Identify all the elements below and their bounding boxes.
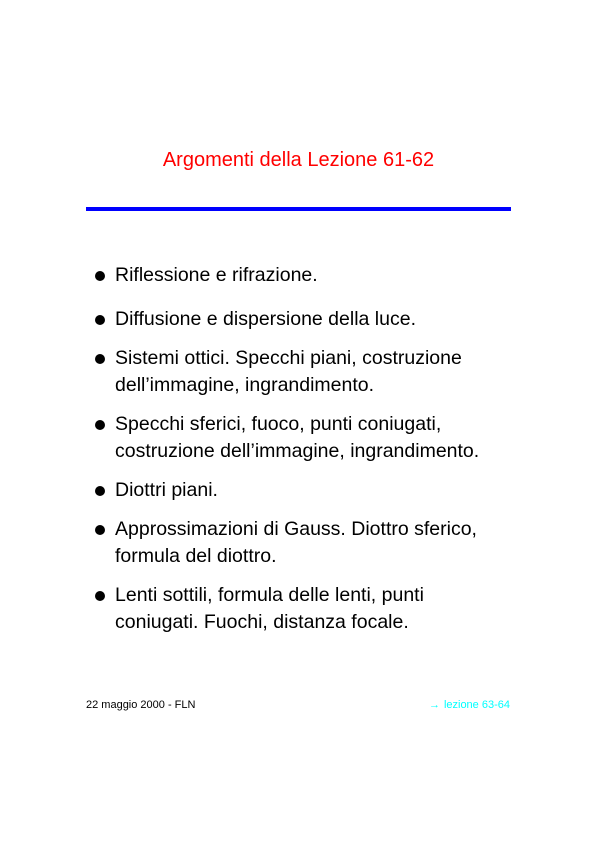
list-item-text: dell’immagine, ingrandimento. <box>115 374 375 396</box>
list-item-text: formula del diottro. <box>115 545 277 567</box>
title-divider <box>86 207 511 211</box>
list-item-text: Diffusione e dispersione della luce. <box>115 308 416 330</box>
bullet-icon <box>95 525 105 535</box>
page-title: Argomenti della Lezione 61-62 <box>162 149 435 171</box>
list-item-text: Sistemi ottici. Specchi piani, costruzione <box>115 347 462 369</box>
bullet-icon <box>95 420 105 430</box>
list-item <box>94 262 524 289</box>
list-item-text: Lenti sottili, formula delle lenti, punti <box>115 584 424 606</box>
next-lesson-label: lezione 63-64 <box>443 699 510 711</box>
footer-date: 22 maggio 2000 - FLN <box>86 699 196 711</box>
list-item-text: Specchi sferici, fuoco, punti coniugati, <box>115 413 442 435</box>
list-item <box>94 411 524 465</box>
list-item <box>94 306 524 333</box>
list-item-text: Diottri piani. <box>115 479 218 501</box>
bullet-icon <box>95 271 105 281</box>
list-item-text: coniugati. Fuochi, distanza focale. <box>115 611 409 633</box>
list-item <box>94 582 524 636</box>
list-item-text: Approssimazioni di Gauss. Diottro sferico, <box>115 518 477 540</box>
next-lesson-link[interactable] <box>429 698 510 712</box>
list-item <box>94 345 524 399</box>
list-item <box>94 516 524 570</box>
bullet-icon <box>95 354 105 364</box>
list-item <box>94 477 524 504</box>
bullet-icon <box>95 315 105 325</box>
list-item-text: Riflessione e rifrazione. <box>115 264 318 286</box>
right-arrow-icon: → <box>428 699 440 711</box>
bullet-icon <box>95 486 105 496</box>
list-item-text: costruzione dell’immagine, ingrandimento. <box>115 440 480 462</box>
bullet-icon <box>95 591 105 601</box>
topic-list <box>94 262 524 636</box>
